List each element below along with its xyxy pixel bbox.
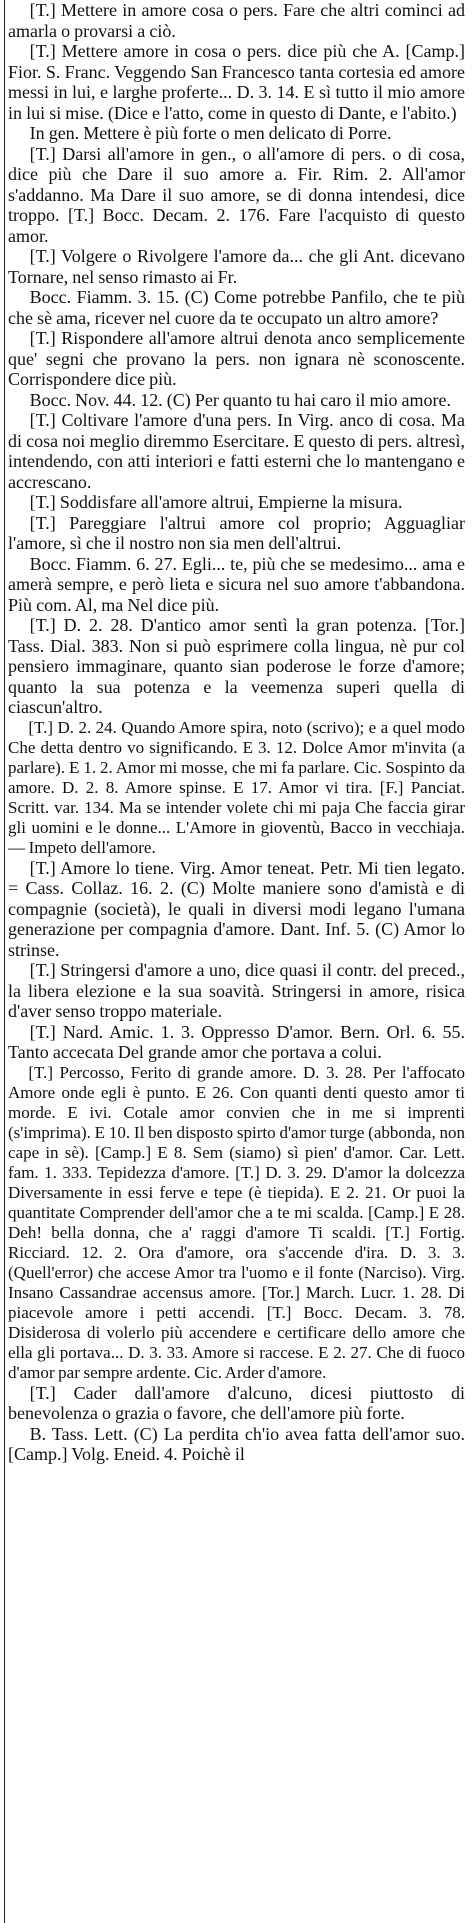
entry-paragraph: [T.] Coltivare l'amore d'una pers. In Virg. anco di cosa. Ma di cosa noi meglio diremmo Esercitare. E questo di pers. altresì, intendendo, con atti interiori e fatti esterni che lo mantengano e accrescano. <box>8 410 465 492</box>
entry-paragraph: [T.] Rispondere all'amore altrui denota anco semplicemente que' segni che provano la pers. non ignara nè sconoscente. Corrispondere dice più. <box>8 328 465 389</box>
entry-paragraph: [T.] Soddisfare all'amore altrui, Empierne la misura. <box>29 492 403 512</box>
entry-paragraph: In gen. Mettere è più forte o men delicato di Porre. <box>29 123 392 143</box>
entry-paragraph: [T.] Pareggiare l'altrui amore col proprio; Agguagliar l'amore, sì che il nostro non sia men dell'altrui. <box>8 512 465 553</box>
entry-paragraph: [T.] Cader dall'amore d'alcuno, dicesi piuttosto di benevolenza o grazia o favore, che dell'amore più forte. <box>8 1382 465 1423</box>
entry-paragraph: [T.] Percosso, Ferito di grande amore. D. 3. 28. Per l'affocato Amore onde egli è punto. E 26. Con quanti denti questo amor ti morde. E ivi. Cotale amor convien che in me si imprenti (s'imprima). E 10. Il ben disposto spirto d'amor turge (abbonda, non cape in sè). [Camp.] E 8. Sem (siamo) sì pien' d'amor. Car. Lett. fam. 1. 333. Tepidezza d'amore. [T.] D. 3. 29. D'amor la dolcezza Diversamente in essi ferve e tepe (è tiepida). E 2. 21. Or puoi la quantitate Comprender dell'amor che a te mi scalda. [Camp.] E 28. Deh! bella donna, che a' raggi d'amore Ti scaldi. [T.] Fortig. Ricciard. 12. 2. Ora d'amore, ora s'accende d'ira. D. 3. 3. (Quell'error) che accese Amor tra l'uomo e il fonte (Narciso). Virg. Insano Cassandrae accensus amore. [Tor.] March. Lucr. 1. 28. Di piacevole amore i petti accendi. [T.] Bocc. Decam. 3. 78. Disiderosa di volerlo più accendere e certificare dello amore che ella gli portava... D. 3. 33. Amore si raccese. E 2. 27. Che di fuoco d'amor par sempre ardente. Cic. Arder d'amore. <box>8 1062 465 1382</box>
entry-paragraph: [T.] Mettere in amore cosa o pers. Fare che altri cominci ad amarla o provarsi a ciò. <box>8 0 465 41</box>
entry-paragraph: [T.] Volgere o Rivolgere l'amore da... che gli Ant. dicevano Tornare, nel senso rimasto ai Fr. <box>8 246 465 287</box>
entry-paragraph: Bocc. Fiamm. 6. 27. Egli... te, più che se medesimo... ama e amerà sempre, e però lieta e sicura nel suo amore t'abbandona. Più com. Al, ma Nel dice più. <box>8 553 465 615</box>
entry-paragraph: [T.] Darsi all'amore in gen., o all'amore di pers. o di cosa, dice più che Dare il suo amore a. Fir. Rim. 2. All'amor s'addanno. Ma Dare il suo amore, se di donna intendesi, dice troppo. [T.] Bocc. Decam. 2. 176. Fare l'acquisto di questo amor. <box>8 143 465 246</box>
entry-paragraph: [T.] Nard. Amic. 1. 3. Oppresso D'amor. Bern. Orl. 6. 55. Tanto accecata Del grande amor che portava a colui. <box>8 1021 465 1062</box>
entry-paragraph: Bocc. Nov. 44. 12. (C) Per quanto tu hai caro il mio amore. <box>29 389 452 410</box>
entry-paragraph: [T.] Mettere amore in cosa o pers. dice più che A. [Camp.] Fior. S. Franc. Veggendo San Francesco tanta cortesia ed amore messi in lui, e larghe proferte... D. 3. 14. E sì tutto il mio amore in lui si mise. (Dice e l'atto, come in questo di Dante, e l'abito.) <box>8 41 465 123</box>
entry-paragraph: [T.] Amore lo tiene. Virg. Amor teneat. Petr. Mi tien legato. = Cass. Collaz. 16. 2. (C) Molte maniere sono d'amistà e di compagnie (società), le quali in diversi modi legano l'umana generazione per compagnia d'amore. Dant. Inf. 5. (C) Amor lo strinse. <box>8 857 465 960</box>
entry-paragraph: [T.] D. 2. 24. Quando Amore spira, noto (scrivo); e a quel modo Che detta dentro vo significando. E 3. 12. Dolce Amor m'invita (a parlare). E 1. 2. Amor mi mosse, che mi fa parlare. Cic. Sospinto da amore. D. 2. 8. Amore spinse. E 17. Amor vi tira. [F.] Panciat. Scritt. var. 134. Ma se intender volete chi mi paja Che faccia girar gli uomini e le donne... L'Amore in gioventù, Bacco in vecchiaja. — Impeto dell'amore. <box>8 717 465 857</box>
left-margin-rule <box>4 0 5 1923</box>
entry-paragraph: [T.] D. 2. 28. D'antico amor sentì la gran potenza. [Tor.] Tass. Dial. 383. Non si può esprimere colla lingua, nè pur col pensiero immaginare, quanto sian poderose le forze d'amore; quanto la sua potenza e la veemenza superi quella di ciascun'altro. <box>8 615 465 717</box>
entry-paragraph: B. Tass. Lett. (C) La perdita ch'io avea fatta dell'amor suo. [Camp.] Volg. Eneid. 4. Poichè il <box>8 1423 465 1464</box>
entry-paragraph: [T.] Stringersi d'amore a uno, dice quasi il contr. del preced., la libera elezione e la sua soavità. Stringersi in amore, risica d'aver senso troppo materiale. <box>8 960 465 1021</box>
entry-paragraph: Bocc. Fiamm. 3. 15. (C) Come potrebbe Panfilo, che te più che sè ama, ricever nel cuore da te occupato un altro amore? <box>8 287 465 328</box>
